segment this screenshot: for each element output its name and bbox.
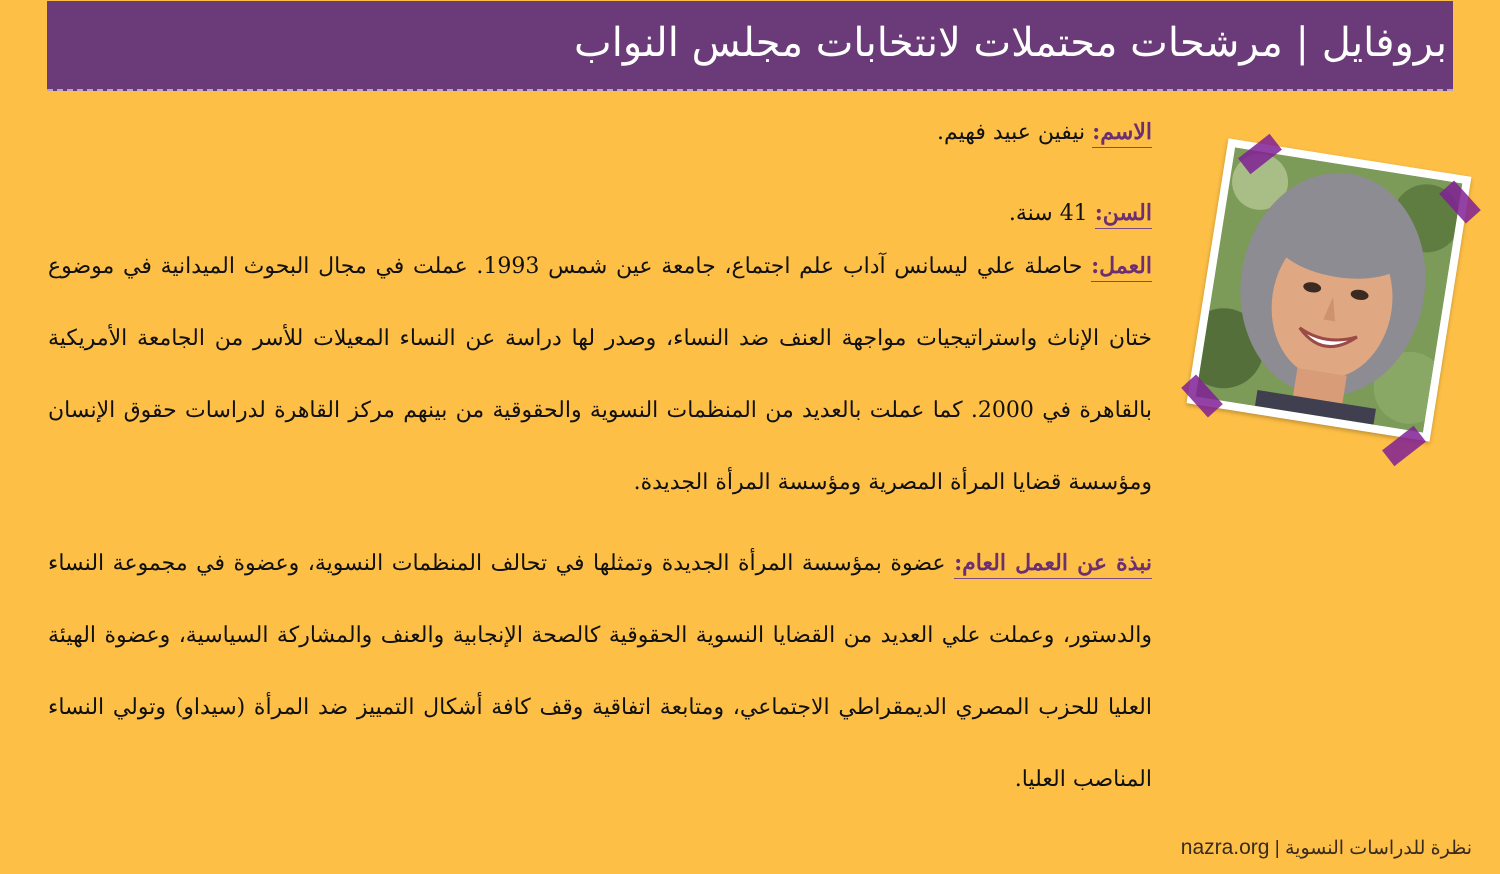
name-row: [48, 112, 1152, 153]
profile-photo: [1187, 138, 1472, 441]
page-header: [47, 1, 1453, 91]
footer: [1180, 836, 1472, 860]
work-value: حاصلة علي ليسانس آداب علم اجتماع، جامعة عين شمس 1993. عملت في مجال البحوث الميدانية في موضوع ختان الإناث واستراتيجيات مواجهة العنف ضد النساء، وصدر لها دراسة عن النساء المعيلات للأسر من الجامعة الأمريكية بالقاهرة في 2000. كما عملت بالعديد من المنظمات النسوية والحقوقية من بينهم مركز القاهرة لدراسات حقوق الإنسان ومؤسسة قضايا المرأة المصرية ومؤسسة المرأة الجديدة.: [48, 254, 1152, 495]
footer-org: نظرة للدراسات النسوية: [1284, 838, 1472, 859]
portrait-illustration: [1196, 148, 1463, 433]
public-work-paragraph: [48, 527, 1152, 816]
work-label: العمل:: [1091, 253, 1152, 282]
age-value: 41 سنة.: [1008, 201, 1088, 226]
age-row: [48, 193, 1152, 234]
profile-photo-frame: [1188, 140, 1474, 460]
public-work-label: نبذة عن العمل العام:: [954, 550, 1152, 579]
name-label: الاسم:: [1092, 119, 1152, 148]
footer-separator: |: [1274, 838, 1280, 859]
work-paragraph: [48, 230, 1152, 519]
page-title: بروفايل | مرشحات محتملات لانتخابات مجلس النواب: [574, 20, 1447, 66]
public-work-value: عضوة بمؤسسة المرأة الجديدة وتمثلها في تحالف المنظمات النسوية، وعضوة في مجموعة النساء والدستور، وعملت علي العديد من القضايا النسوية الحقوقية كالصحة الإنجابية والعنف والمشاركة السياسية، وعضوة الهيئة العليا للحزب المصري الديمقراطي الاجتماعي، ومتابعة اتفاقية وقف كافة أشكال التمييز ضد المرأة (سيداو) وتولي النساء المناصب العليا.: [48, 551, 1152, 792]
footer-site-link[interactable]: nazra.org: [1180, 836, 1270, 859]
portrait-image: [1196, 148, 1463, 433]
profile-content: [48, 112, 1152, 816]
age-label: السن:: [1095, 200, 1152, 229]
name-value: نيفين عبيد فهيم.: [936, 120, 1086, 145]
